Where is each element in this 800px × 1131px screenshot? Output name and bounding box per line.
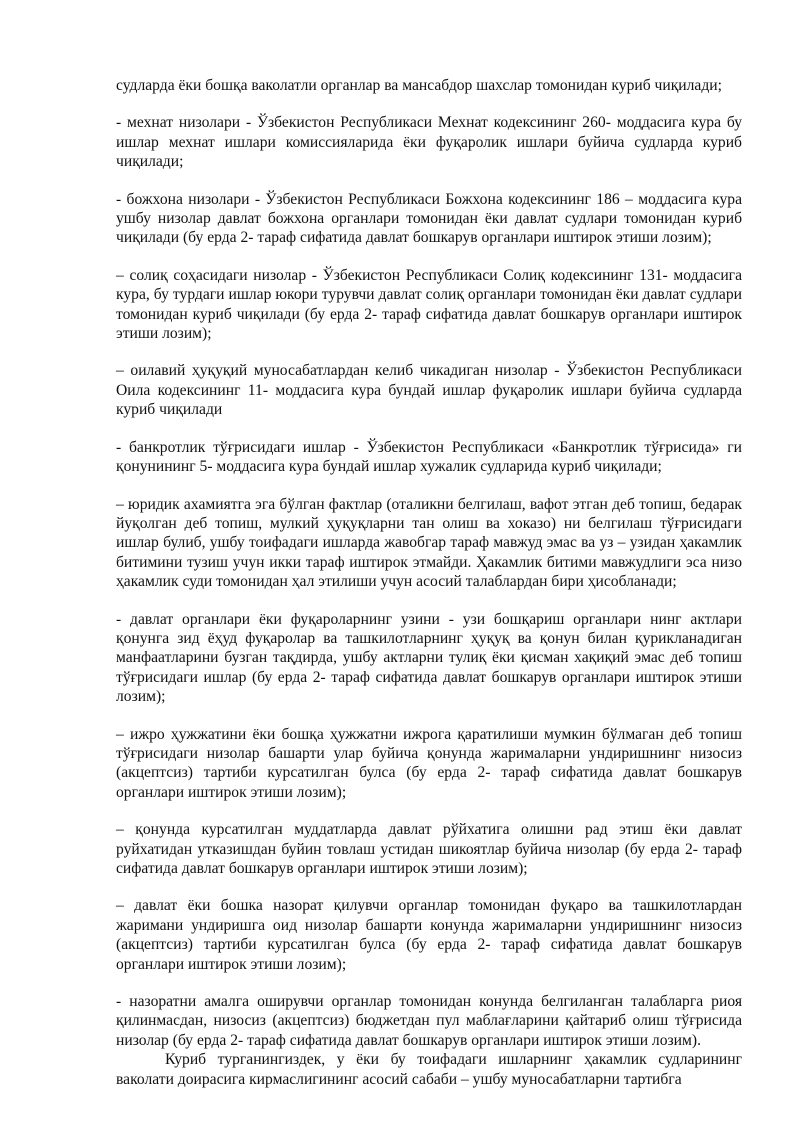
- paragraph: – солиқ соҳасидаги низолар - Ўзбекистон Республикаси Солиқ кодексининг 131- моддасига кура, бу турдаги ишлар юкори турувчи давлат солиқ органлари томонидан ёки давлат судлари томонидан куриб чиқилади (бу ерда 2- тараф сифатида давлат бошкарув органлари иштирок этиши лозим);: [116, 266, 742, 343]
- paragraph: - назоратни амалга оширувчи органлар томонидан конунда белгиланган талабларга риоя қилинмасдан, низосиз (акцептсиз) бюджетдан пул маблағларини қайтариб олиш тўғрисида низолар (бу ерда 2- тараф сифатида давлат бошкарув органлари иштирок этиши лозим).: [116, 993, 742, 1049]
- paragraph: – қонунда курсатилган муддатларда давлат рўйхатига олишни рад этиш ёки давлат руйхатидан утказишдан буйин товлаш устидан шикоятлар буйича низолар (бу ерда 2- тараф сифатида давлат бошкарув органлари иштирок этиши лозим);: [116, 821, 742, 877]
- paragraph: - банкротлик тўғрисидаги ишлар - Ўзбекистон Республикаси «Банкротлик тўғрисида» ги қонунининг 5- моддасига кура бундай ишлар хужалик судларида куриб чиқилади;: [116, 438, 742, 476]
- paragraph: - давлат органлари ёки фуқароларнинг узини - узи бошқариш органлари нинг актлари қонунга зид ёҳуд фуқаролар ва ташкилотларнинг ҳуқуқ ва қонун билан қурикланадиган манфаатларини бузган тақдирда, ушбу актларни тулиқ ёки қисман хақиқий эмас деб топиш тўғрисидаги ишлар (бу ерда 2- тараф сифатида давлат бошкарув органлари иштирок этиши лозим);: [116, 610, 742, 706]
- paragraph: Куриб турганингиздек, у ёки бу тоифадаги ишларнинг ҳакамлик судларининг ваколати доирасига кирмаслигининг асосий сабаби – ушбу муносабатларни тартибга: [116, 1051, 742, 1088]
- paragraph: - божхона низолари - Ўзбекистон Республикаси Божхона кодексининг 186 – моддасига кура ушбу низолар давлат божхона органлари томонидан ёки давлат судлари томонидан куриб чиқилади (бу ерда 2- тараф сифатида давлат бошкарув органлари иштирок этиши лозим);: [116, 190, 742, 247]
- paragraph: – давлат ёки бошка назорат қилувчи органлар томонидан фуқаро ва ташкилотлардан жаримани ундиришга оид низолар башарти конунда жарималарни ундиришнинг низосиз (акцептсиз) тартиби курсатилган булса (бу ерда 2- тараф сифатида давлат бошкарув органлари иштирок этиши лозим);: [116, 897, 742, 973]
- paragraph: - мехнат низолари - Ўзбекистон Республикаси Мехнат кодексининг 260- моддасига кура бу ишлар мехнат ишлари комиссияларида ёки фуқаролик ишлари буйича судларда куриб чиқилади;: [116, 114, 742, 171]
- paragraph: судларда ёки бошқа ваколатли органлар ва мансабдор шахслар томонидан куриб чиқилади;: [116, 77, 722, 94]
- paragraph: – ижро ҳужжатини ёки бошқа ҳужжатни ижрога қаратилиши мумкин бўлмаган деб топиш тўғрисидаги низолар башарти улар буйича қонунда жарималарни ундиришнинг низосиз (акцептсиз) тартиби курсатилган булса (бу ерда 2- тараф сифатида давлат бошкарув органлари иштирок этиши лозим);: [116, 725, 742, 801]
- paragraph: – юридик ахамиятга эга бўлган фактлар (оталикни белгилаш, вафот этган деб топиш, бедарак йуқолган деб топиш, мулкий ҳуқуқларни тан олиш ва хоказо) ни белгилаш тўғрисидаги ишлар булиб, ушбу тоифадаги ишларда жавобгар тараф мавжуд эмас ва уз – узидан ҳакамлик битимини тузиш учун икки тараф иштирок этмайди. Ҳакамлик битими мавжудлиги эса низо ҳакамлик суди томонидан ҳал этилиши учун асосий талаблардан бири ҳисобланади;: [116, 495, 742, 591]
- paragraph: – оилавий ҳуқуқий муносабатлардан келиб чикадиган низолар - Ўзбекистон Республикаси Оила кодексининг 11- моддасига кура бундай ишлар фуқаролик ишлари буйича судларда куриб чиқилади: [116, 362, 742, 419]
- document-body: [116, 76, 742, 1089]
